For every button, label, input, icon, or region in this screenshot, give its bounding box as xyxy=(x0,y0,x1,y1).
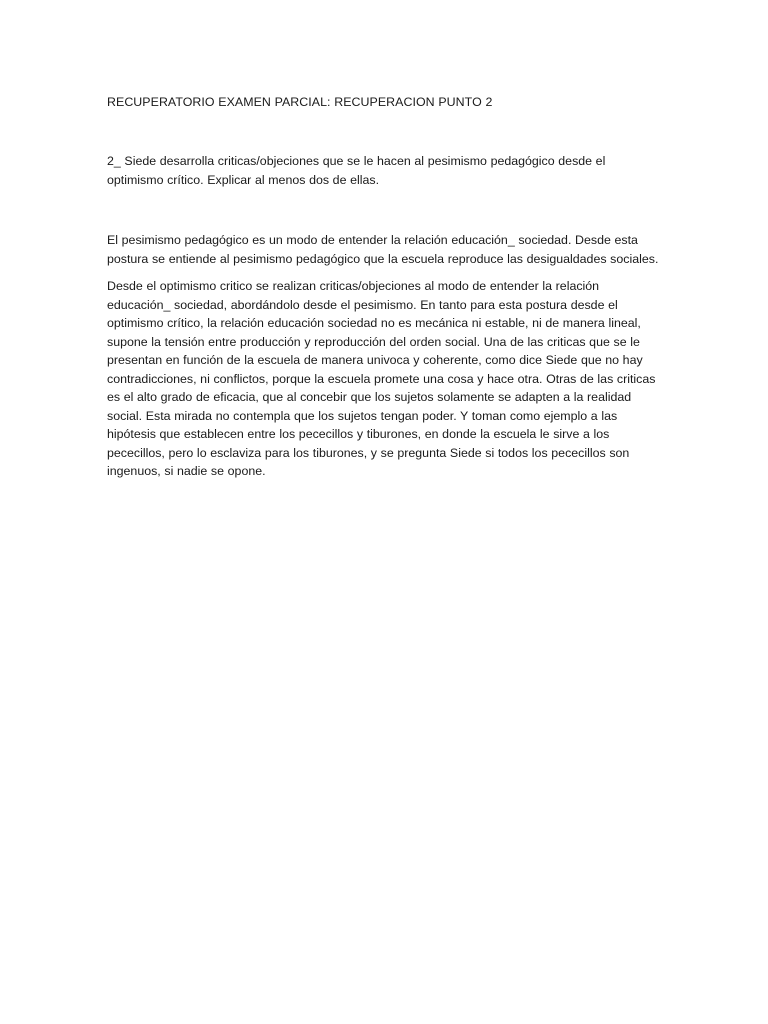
question-text: 2_ Siede desarrolla criticas/objeciones que se le hacen al pesimismo pedagógico desde el optimismo crítico. Explicar al menos dos de ellas. xyxy=(107,154,606,187)
answer-paragraph-2: Desde el optimismo critico se realizan criticas/objeciones al modo de entender la relación educación_ sociedad, abordándolo desde el pesimismo. En tanto para esta postura desde el optimismo crítico, la relación educación sociedad no es mecánica ni estable, ni de manera lineal, supone la tensión entre producción y reproducción del orden social. Una de las criticas que se le presentan en función de la escuela de manera univoca y coherente, como dice Siede que no hay contradicciones, ni conflictos, porque la escuela promete una cosa y hace otra. Otras de las criticas es el alto grado de eficacia, que al concebir que los sujetos solamente se adapten a la realidad social. Esta mirada no contempla que los sujetos tengan poder. Y toman como ejemplo a las hipótesis que establecen entre los pececillos y tiburones, en donde la escuela le sirve a los pececillos, pero lo esclaviza para los tiburones, y se pregunta Siede si todos los pececillos son ingenuos, si nadie se opone. xyxy=(107,279,656,478)
document-title: RECUPERATORIO EXAMEN PARCIAL: RECUPERACION PUNTO 2 xyxy=(107,95,493,109)
answer-paragraph-1: El pesimismo pedagógico es un modo de entender la relación educación_ sociedad. Desde esta postura se entiende al pesimismo pedagógico que la escuela reproduce las desigualdades sociales. xyxy=(107,233,659,266)
